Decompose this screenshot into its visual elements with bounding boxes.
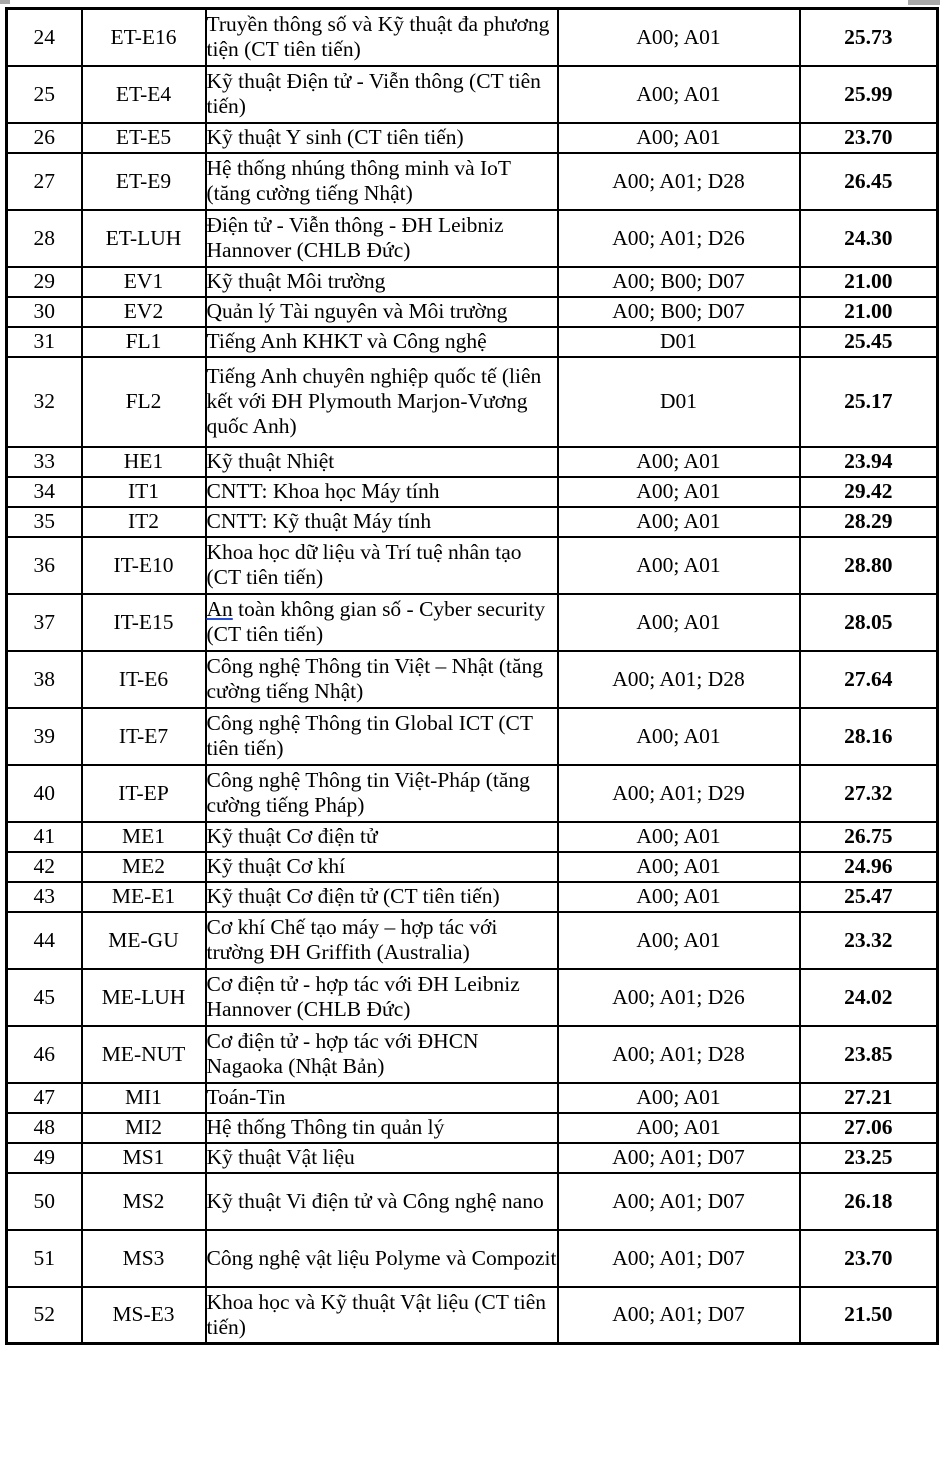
program-code-cell: EV1: [82, 267, 206, 297]
benchmark-score-cell: 24.96: [800, 852, 938, 882]
admission-block-cell: A00; A01; D26: [558, 969, 800, 1026]
benchmark-score-cell: 23.25: [800, 1143, 938, 1173]
table-row: [7, 708, 938, 765]
table-row: [7, 447, 938, 477]
table-row: [7, 651, 938, 708]
row-number-cell: 44: [7, 912, 82, 969]
benchmark-score-cell: 28.29: [800, 507, 938, 537]
benchmark-score-cell: 25.47: [800, 882, 938, 912]
admission-block-cell: A00; A01: [558, 477, 800, 507]
row-number-cell: 52: [7, 1287, 82, 1344]
program-name-cell: Kỹ thuật Y sinh (CT tiên tiến): [206, 123, 558, 153]
program-name-cell: Tiếng Anh KHKT và Công nghệ: [206, 327, 558, 357]
benchmark-score-cell: 23.85: [800, 1026, 938, 1083]
admission-block-cell: A00; A01; D26: [558, 210, 800, 267]
row-number-cell: 51: [7, 1230, 82, 1287]
benchmark-score-cell: 27.21: [800, 1083, 938, 1113]
admission-block-cell: A00; A01; D07: [558, 1173, 800, 1230]
program-name-cell: Hệ thống nhúng thông minh và IoT (tăng cường tiếng Nhật): [206, 153, 558, 210]
program-code-cell: ET-E9: [82, 153, 206, 210]
row-number-cell: 48: [7, 1113, 82, 1143]
program-code-cell: MS-E3: [82, 1287, 206, 1344]
admission-block-cell: A00; A01; D29: [558, 765, 800, 822]
benchmark-score-cell: 26.45: [800, 153, 938, 210]
table-row: [7, 852, 938, 882]
program-name-cell: CNTT: Kỹ thuật Máy tính: [206, 507, 558, 537]
benchmark-score-cell: 23.94: [800, 447, 938, 477]
table-row: [7, 507, 938, 537]
row-number-cell: 35: [7, 507, 82, 537]
row-number-cell: 50: [7, 1173, 82, 1230]
program-name-cell: Kỹ thuật Nhiệt: [206, 447, 558, 477]
table-row: [7, 357, 938, 447]
admission-block-cell: A00; A01: [558, 882, 800, 912]
table-row: [7, 66, 938, 123]
program-code-cell: EV2: [82, 297, 206, 327]
admission-score-table: [5, 7, 939, 1345]
benchmark-score-cell: 26.18: [800, 1173, 938, 1230]
program-code-cell: IT1: [82, 477, 206, 507]
program-code-cell: ME-E1: [82, 882, 206, 912]
program-code-cell: FL2: [82, 357, 206, 447]
admission-block-cell: A00; A01; D28: [558, 651, 800, 708]
admission-block-cell: A00; A01: [558, 537, 800, 594]
table-row: [7, 537, 938, 594]
benchmark-score-cell: 21.00: [800, 267, 938, 297]
program-code-cell: ME-NUT: [82, 1026, 206, 1083]
benchmark-score-cell: 24.30: [800, 210, 938, 267]
benchmark-score-cell: 26.75: [800, 822, 938, 852]
row-number-cell: 46: [7, 1026, 82, 1083]
program-code-cell: MS3: [82, 1230, 206, 1287]
benchmark-score-cell: 28.80: [800, 537, 938, 594]
program-code-cell: HE1: [82, 447, 206, 477]
program-name-cell: Quản lý Tài nguyên và Môi trường: [206, 297, 558, 327]
program-name-cell: Tiếng Anh chuyên nghiệp quốc tế (liên kết với ĐH Plymouth Marjon-Vương quốc Anh): [206, 357, 558, 447]
admission-block-cell: A00; A01; D07: [558, 1287, 800, 1344]
table-row: [7, 477, 938, 507]
program-code-cell: IT-E7: [82, 708, 206, 765]
program-name-cell: Kỹ thuật Điện tử - Viễn thông (CT tiên tiến): [206, 66, 558, 123]
admission-block-cell: A00; B00; D07: [558, 267, 800, 297]
table-row: [7, 297, 938, 327]
program-name-cell: Cơ điện tử - hợp tác với ĐHCN Nagaoka (Nhật Bản): [206, 1026, 558, 1083]
program-name-cell: Khoa học dữ liệu và Trí tuệ nhân tạo (CT tiên tiến): [206, 537, 558, 594]
table-row: [7, 1230, 938, 1287]
benchmark-score-cell: 25.99: [800, 66, 938, 123]
table-row: [7, 912, 938, 969]
benchmark-score-cell: 25.73: [800, 9, 938, 66]
table-row: [7, 1026, 938, 1083]
scan-artifact-top-left: [0, 0, 10, 4]
table-row: [7, 9, 938, 66]
row-number-cell: 43: [7, 882, 82, 912]
program-name-cell: Kỹ thuật Cơ điện tử: [206, 822, 558, 852]
row-number-cell: 27: [7, 153, 82, 210]
admission-block-cell: A00; A01: [558, 1113, 800, 1143]
program-name-cell: Kỹ thuật Cơ khí: [206, 852, 558, 882]
admission-block-cell: A00; A01: [558, 123, 800, 153]
admission-block-cell: A00; A01; D07: [558, 1143, 800, 1173]
benchmark-score-cell: 28.16: [800, 708, 938, 765]
row-number-cell: 34: [7, 477, 82, 507]
row-number-cell: 45: [7, 969, 82, 1026]
admission-block-cell: A00; A01: [558, 708, 800, 765]
table-row: [7, 765, 938, 822]
row-number-cell: 26: [7, 123, 82, 153]
program-name-cell: Cơ điện tử - hợp tác với ĐH Leibniz Hannover (CHLB Đức): [206, 969, 558, 1026]
benchmark-score-cell: 23.70: [800, 123, 938, 153]
program-code-cell: ET-LUH: [82, 210, 206, 267]
admission-block-cell: A00; A01: [558, 9, 800, 66]
admission-block-cell: A00; A01: [558, 447, 800, 477]
benchmark-score-cell: 21.50: [800, 1287, 938, 1344]
program-code-cell: IT-EP: [82, 765, 206, 822]
program-name-cell: Cơ khí Chế tạo máy – hợp tác với trường ĐH Griffith (Australia): [206, 912, 558, 969]
row-number-cell: 30: [7, 297, 82, 327]
row-number-cell: 36: [7, 537, 82, 594]
admission-block-cell: A00; B00; D07: [558, 297, 800, 327]
grammar-marked-text: An: [206, 597, 233, 622]
program-name-cell: Công nghệ Thông tin Việt – Nhật (tăng cường tiếng Nhật): [206, 651, 558, 708]
table-row: [7, 969, 938, 1026]
admission-block-cell: A00; A01: [558, 66, 800, 123]
program-name-cell: CNTT: Khoa học Máy tính: [206, 477, 558, 507]
row-number-cell: 41: [7, 822, 82, 852]
row-number-cell: 42: [7, 852, 82, 882]
program-name-cell: Điện tử - Viễn thông - ĐH Leibniz Hannover (CHLB Đức): [206, 210, 558, 267]
program-code-cell: ME2: [82, 852, 206, 882]
program-name-cell: Kỹ thuật Môi trường: [206, 267, 558, 297]
table-row: [7, 882, 938, 912]
row-number-cell: 32: [7, 357, 82, 447]
program-name-cell: Công nghệ vật liệu Polyme và Compozit: [206, 1230, 558, 1287]
admission-block-cell: A00; A01: [558, 852, 800, 882]
admission-block-cell: A00; A01: [558, 822, 800, 852]
document-sheet: [5, 7, 936, 1345]
program-code-cell: IT-E15: [82, 594, 206, 651]
admission-block-cell: A00; A01; D28: [558, 153, 800, 210]
benchmark-score-cell: 27.64: [800, 651, 938, 708]
benchmark-score-cell: 24.02: [800, 969, 938, 1026]
table-row: [7, 1287, 938, 1344]
admission-block-cell: A00; A01: [558, 1083, 800, 1113]
table-body: [7, 9, 938, 1344]
program-code-cell: FL1: [82, 327, 206, 357]
benchmark-score-cell: 25.45: [800, 327, 938, 357]
benchmark-score-cell: 27.32: [800, 765, 938, 822]
row-number-cell: 38: [7, 651, 82, 708]
program-name-cell: Toán-Tin: [206, 1083, 558, 1113]
table-row: [7, 210, 938, 267]
table-row: [7, 153, 938, 210]
benchmark-score-cell: 23.32: [800, 912, 938, 969]
scan-artifact-top-right: [908, 0, 940, 5]
row-number-cell: 24: [7, 9, 82, 66]
benchmark-score-cell: 25.17: [800, 357, 938, 447]
row-number-cell: 40: [7, 765, 82, 822]
program-code-cell: ME-LUH: [82, 969, 206, 1026]
row-number-cell: 49: [7, 1143, 82, 1173]
program-code-cell: IT2: [82, 507, 206, 537]
program-code-cell: ET-E4: [82, 66, 206, 123]
program-code-cell: MS2: [82, 1173, 206, 1230]
row-number-cell: 25: [7, 66, 82, 123]
program-name-cell: [206, 594, 558, 651]
row-number-cell: 37: [7, 594, 82, 651]
program-name-cell: Hệ thống Thông tin quản lý: [206, 1113, 558, 1143]
row-number-cell: 28: [7, 210, 82, 267]
admission-block-cell: A00; A01: [558, 507, 800, 537]
program-code-cell: ME1: [82, 822, 206, 852]
program-name-cell: Truyền thông số và Kỹ thuật đa phương tiện (CT tiên tiến): [206, 9, 558, 66]
program-name-cell: Kỹ thuật Cơ điện tử (CT tiên tiến): [206, 882, 558, 912]
benchmark-score-cell: 21.00: [800, 297, 938, 327]
admission-block-cell: A00; A01; D07: [558, 1230, 800, 1287]
table-row: [7, 327, 938, 357]
admission-block-cell: A00; A01: [558, 912, 800, 969]
program-name-cell: Khoa học và Kỹ thuật Vật liệu (CT tiên tiến): [206, 1287, 558, 1344]
admission-block-cell: D01: [558, 357, 800, 447]
benchmark-score-cell: 29.42: [800, 477, 938, 507]
row-number-cell: 39: [7, 708, 82, 765]
admission-block-cell: D01: [558, 327, 800, 357]
table-row: [7, 1143, 938, 1173]
program-code-cell: MI2: [82, 1113, 206, 1143]
row-number-cell: 31: [7, 327, 82, 357]
table-row: [7, 1113, 938, 1143]
benchmark-score-cell: 23.70: [800, 1230, 938, 1287]
program-name-cell: Kỹ thuật Vi điện tử và Công nghệ nano: [206, 1173, 558, 1230]
program-name-cell: Công nghệ Thông tin Việt-Pháp (tăng cường tiếng Pháp): [206, 765, 558, 822]
table-row: [7, 123, 938, 153]
table-row: [7, 267, 938, 297]
program-code-cell: IT-E6: [82, 651, 206, 708]
program-code-cell: ME-GU: [82, 912, 206, 969]
table-row: [7, 822, 938, 852]
admission-block-cell: A00; A01; D28: [558, 1026, 800, 1083]
row-number-cell: 33: [7, 447, 82, 477]
program-code-cell: MS1: [82, 1143, 206, 1173]
row-number-cell: 47: [7, 1083, 82, 1113]
benchmark-score-cell: 27.06: [800, 1113, 938, 1143]
table-row: [7, 594, 938, 651]
table-row: [7, 1083, 938, 1113]
program-code-cell: IT-E10: [82, 537, 206, 594]
benchmark-score-cell: 28.05: [800, 594, 938, 651]
program-code-cell: MI1: [82, 1083, 206, 1113]
program-name-cell: Kỹ thuật Vật liệu: [206, 1143, 558, 1173]
program-code-cell: ET-E5: [82, 123, 206, 153]
program-name-text: toàn không gian số - Cyber security (CT tiên tiến): [206, 597, 546, 646]
table-row: [7, 1173, 938, 1230]
program-code-cell: ET-E16: [82, 9, 206, 66]
admission-block-cell: A00; A01: [558, 594, 800, 651]
program-name-cell: Công nghệ Thông tin Global ICT (CT tiên tiến): [206, 708, 558, 765]
row-number-cell: 29: [7, 267, 82, 297]
